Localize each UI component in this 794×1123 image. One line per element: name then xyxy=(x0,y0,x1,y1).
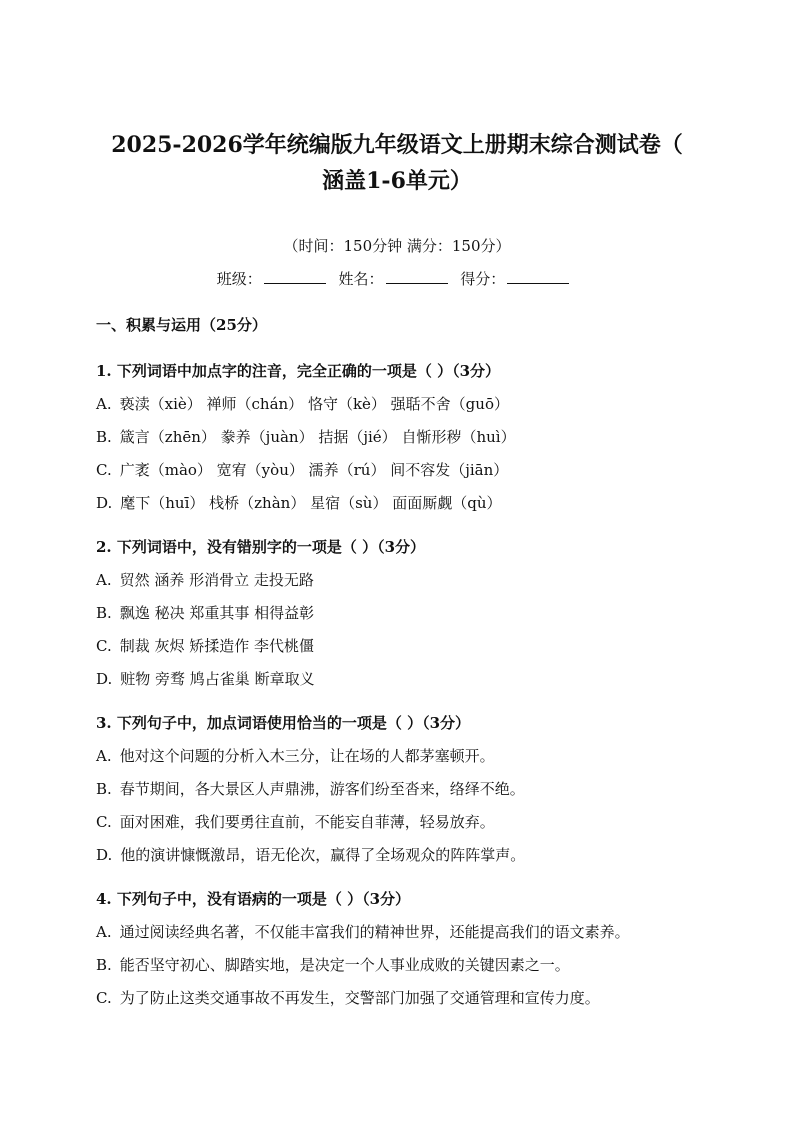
option-text: 春节期间，各大景区人声鼎沸，游客们纷至沓来，络绎不绝。 xyxy=(119,780,525,798)
option-text: 飘逸 秘决 郑重其事 相得益彰 xyxy=(119,604,315,622)
option-label: B. xyxy=(96,956,112,974)
option-2b xyxy=(96,602,314,623)
question-stem: 1. 下列词语中加点字的注音，完全正确的一项是（ ）（3分） xyxy=(96,362,501,380)
option-text: 麾下（huī） 栈桥（zhàn） 星宿（sù） 面面厮觑（qù） xyxy=(120,494,502,512)
question-stem: 2. 下列词语中，没有错别字的一项是（ ）（3分） xyxy=(96,538,426,556)
option-label: C. xyxy=(96,989,112,1007)
option-label: A. xyxy=(96,571,112,589)
option-label: D. xyxy=(96,846,113,864)
option-3d xyxy=(96,844,525,865)
question-stem: 3. 下列句子中，加点词语使用恰当的一项是（ ）（3分） xyxy=(96,714,471,732)
option-1c xyxy=(96,459,508,480)
option-text: 箴言（zhēn） 豢养（juàn） 拮据（jié） 自惭形秽（huì） xyxy=(119,428,516,446)
option-label: B. xyxy=(96,780,112,798)
option-4b xyxy=(96,954,570,975)
option-1a xyxy=(96,393,509,414)
question-1 xyxy=(96,360,500,381)
option-text: 为了防止这类交通事故不再发生，交警部门加强了交通管理和宣传力度。 xyxy=(119,989,600,1007)
question-2 xyxy=(96,536,425,557)
question-3 xyxy=(96,712,470,733)
option-text: 广袤（mào） 宽宥（yòu） 濡养（rú） 间不容发（jiān） xyxy=(119,461,509,479)
score-blank xyxy=(507,269,569,284)
option-label: B. xyxy=(96,428,112,446)
time-info: （时间：150分钟 满分：150分） xyxy=(283,237,511,255)
option-text: 赃物 旁骛 鸠占雀巢 断章取义 xyxy=(120,670,315,688)
option-label: B. xyxy=(96,604,112,622)
option-1d xyxy=(96,492,501,513)
option-text: 他的演讲慷慨激昂，语无伦次，赢得了全场观众的阵阵掌声。 xyxy=(120,846,526,864)
option-label: A. xyxy=(96,395,112,413)
option-label: A. xyxy=(96,747,112,765)
option-text: 面对困难，我们要勇往直前，不能妄自菲薄，轻易放弃。 xyxy=(119,813,495,831)
score-label: 得分： xyxy=(460,270,506,288)
option-4c xyxy=(96,987,600,1008)
option-label: C. xyxy=(96,637,112,655)
question-4 xyxy=(96,888,410,909)
option-text: 亵渎（xiè） 禅师（chán） 恪守（kè） 强聒不舍（guō） xyxy=(119,395,509,413)
student-info xyxy=(60,268,734,289)
class-label: 班级： xyxy=(216,270,262,288)
name-blank xyxy=(386,269,448,284)
option-3b xyxy=(96,778,525,799)
option-4a xyxy=(96,921,630,942)
option-label: A. xyxy=(96,923,112,941)
class-blank xyxy=(264,269,326,284)
exam-title-line2: 涵盖1-6单元） xyxy=(322,168,472,194)
option-3c xyxy=(96,811,495,832)
option-label: D. xyxy=(96,670,113,688)
option-2c xyxy=(96,635,314,656)
option-text: 能否坚守初心、脚踏实地，是决定一个人事业成败的关键因素之一。 xyxy=(119,956,570,974)
option-text: 制裁 灰烬 矫揉造作 李代桃僵 xyxy=(119,637,315,655)
option-text: 通过阅读经典名著，不仅能丰富我们的精神世界，还能提高我们的语文素养。 xyxy=(119,923,630,941)
exam-title-line1: 2025-2026学年统编版九年级语文上册期末综合测试卷（ xyxy=(111,132,683,158)
question-stem: 4. 下列句子中，没有语病的一项是（ ）（3分） xyxy=(96,890,411,908)
option-2a xyxy=(96,569,314,590)
option-text: 他对这个问题的分析入木三分，让在场的人都茅塞顿开。 xyxy=(119,747,495,765)
option-3a xyxy=(96,745,495,766)
option-label: C. xyxy=(96,461,112,479)
option-1b xyxy=(96,426,516,447)
option-label: C. xyxy=(96,813,112,831)
section-heading: 一、积累与运用（25分） xyxy=(96,316,267,334)
option-label: D. xyxy=(96,494,113,512)
option-text: 贸然 涵养 形消骨立 走投无路 xyxy=(119,571,314,589)
name-label: 姓名： xyxy=(338,270,384,288)
option-2d xyxy=(96,668,315,689)
